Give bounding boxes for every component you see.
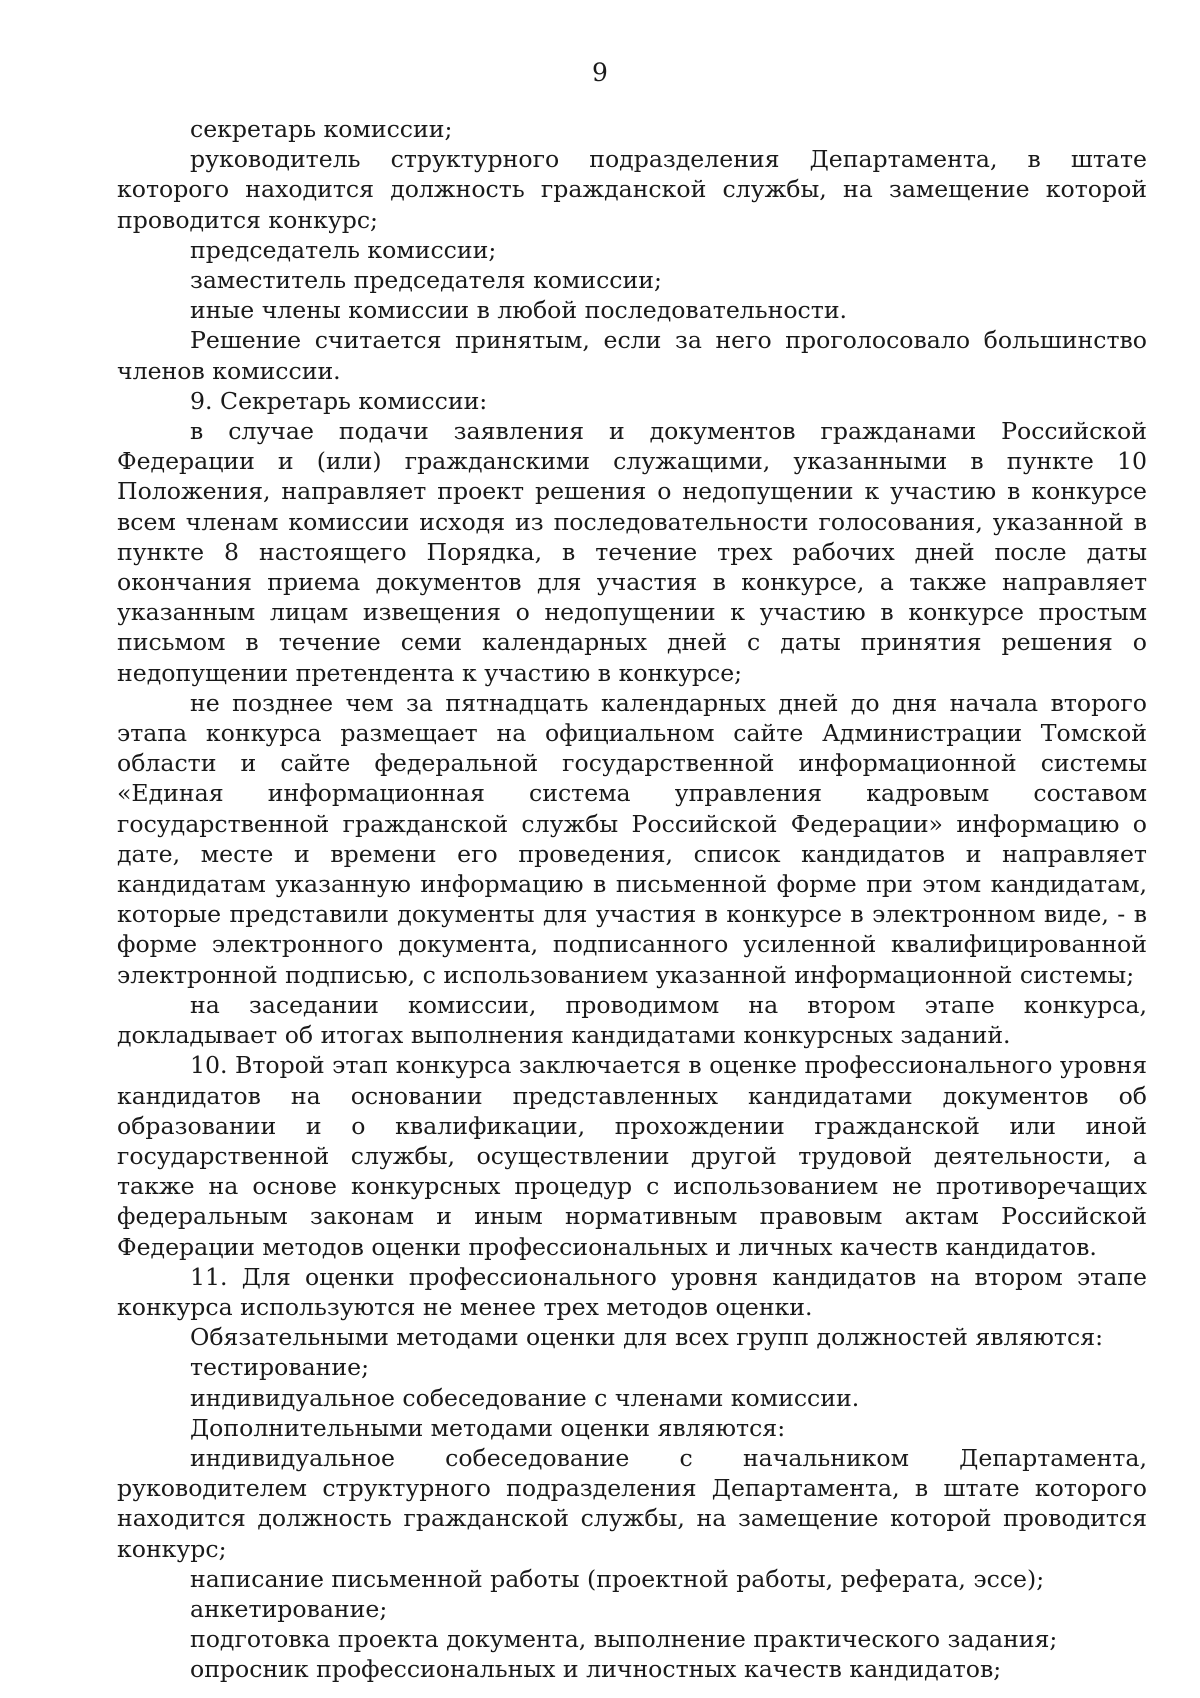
paragraph: Решение считается принятым, если за него проголосовало большинство членов комиссии. [117,326,1147,385]
paragraph: председатель комиссии; [190,235,497,264]
document-body [117,114,1147,1685]
list-item: анкетирование; [190,1594,388,1623]
paragraph: иные члены комиссии в любой последовательности. [190,296,848,325]
paragraph: секретарь комиссии; [190,115,453,143]
list-item: тестирование; [190,1353,370,1382]
paragraph: Обязательными методами оценки для всех групп должностей являются: [190,1323,1104,1352]
list-item: опросник профессиональных и личностных качеств кандидатов; [190,1655,1002,1684]
page-number: 9 [592,58,608,87]
paragraph: руководитель структурного подразделения Департамента, в штате которого находится должность гражданской службы, на замещение которой проводится конкурс; [117,145,1147,234]
paragraph: на заседании комиссии, проводимом на втором этапе конкурса, докладывает об итогах выполнения кандидатами конкурсных заданий. [117,990,1147,1050]
list-item: индивидуальное собеседование с членами комиссии. [190,1383,860,1412]
paragraph: заместитель председателя комиссии; [190,266,662,295]
list-item: написание письменной работы (проектной работы, реферата, эссе); [190,1564,1045,1593]
list-item: индивидуальное собеседование с начальником Департамента, руководителем структурного подразделения Департамента, в штате которого находится должность гражданской службы, на замещение которой проводится конкурс; [117,1443,1147,1563]
paragraph: в случае подачи заявления и документов гражданами Российской Федерации и (или) гражданскими служащими, указанными в пункте 10 Положения, направляет проект решения о недопущении к участию в конкурсе всем членам комиссии исходя из последовательности голосования, указанной в пункте 8 настоящего Порядка, в течение трех рабочих дней после даты окончания приема документов для участия в конкурсе, а также направляет указанным лицам извещения о недопущении к участию в конкурсе простым письмом в течение семи календарных дней с даты принятия решения о недопущении претендента к участию в конкурсе; [117,417,1147,687]
paragraph: 11. Для оценки профессионального уровня кандидатов на втором этапе конкурса используются не менее трех методов оценки. [117,1262,1147,1321]
paragraph: 10. Второй этап конкурса заключается в оценке профессионального уровня кандидатов на основании представленных кандидатами документов об образовании и о квалификации, прохождении гражданской или иной государственной службы, осуществлении другой трудовой деятельности, а также на основе конкурсных процедур с использованием не противоречащих федеральным законам и иным нормативным правовым актам Российской Федерации методов оценки профессиональных и личных качеств кандидатов. [117,1051,1147,1261]
list-item: подготовка проекта документа, выполнение практического задания; [190,1625,1058,1654]
section-heading: 9. Секретарь комиссии: [190,386,488,415]
paragraph: не позднее чем за пятнадцать календарных дней до дня начала второго этапа конкурса размещает на официальном сайте Администрации Томской области и сайте федеральной государственной информационной системы «Единая информационная система управления кадровым составом государственной гражданской службы Российской Федерации» информацию о дате, месте и времени его проведения, список кандидатов и направляет кандидатам указанную информацию в письменной форме при этом кандидатам, которые представили документы для участия в конкурсе в электронном виде, - в форме электронного документа, подписанного усиленной квалифицированной электронной подписью, с использованием указанной информационной системы; [117,688,1147,989]
paragraph: Дополнительными методами оценки являются: [190,1413,786,1442]
